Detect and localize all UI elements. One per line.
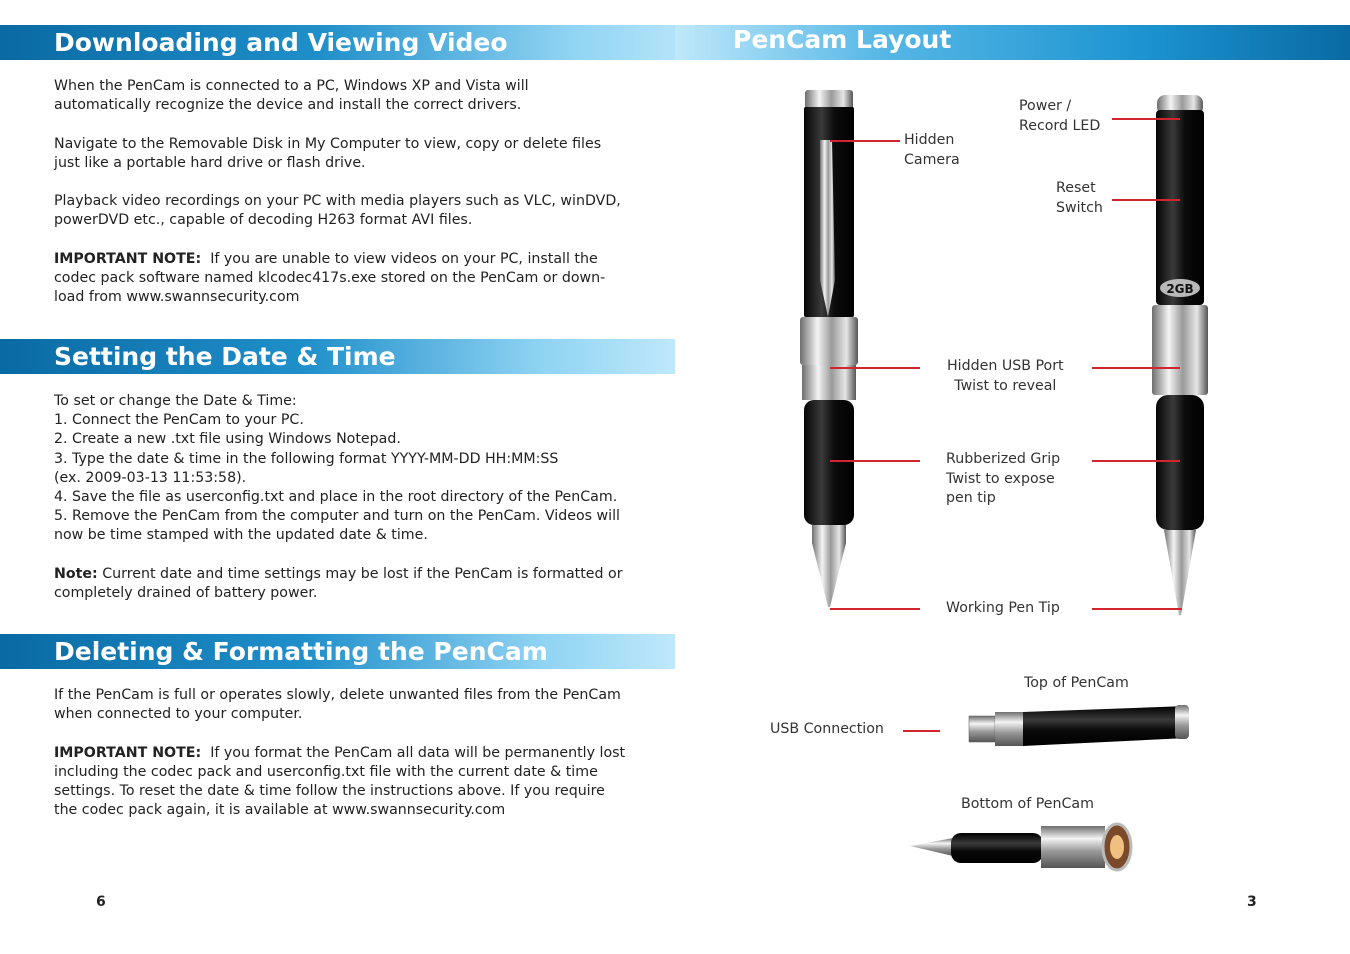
leader-line (1092, 460, 1180, 462)
note-text: If you format the PenCam all data will be permanently lost including the codec pack and userconfig.txt file with the current date & time settings. To reset the date & time follow the instructions above. If you require the codec pack again, it is available at www.swannsecurity.com (54, 744, 626, 819)
deleting-section (54, 686, 629, 820)
leader-line (830, 608, 920, 610)
leader-line (1112, 118, 1180, 120)
download-p2: Navigate to the Removable Disk in My Computer to view, copy or delete files just like a portable hard drive or flash drive. (54, 135, 602, 171)
label-bottom-of-pencam: Bottom of PenCam (961, 796, 1094, 812)
download-p1: When the PenCam is connected to a PC, Windows XP and Vista will automatically recognize the device and install the correct drivers. (54, 78, 529, 114)
page-number-left: 6 (96, 894, 106, 910)
pen-back-image (1140, 90, 1220, 620)
datetime-step2: 2. Create a new .txt file using Windows Notepad. (54, 431, 401, 448)
datetime-step4: 4. Save the file as userconfig.txt and place in the root directory of the PenCam. (54, 489, 618, 506)
leader-line (903, 730, 940, 732)
label-top-of-pencam: Top of PenCam (1024, 675, 1129, 691)
datetime-note (54, 565, 629, 603)
pen-front-image (790, 85, 870, 615)
label-hidden-camera: Hidden Camera (904, 132, 960, 168)
label-pen-tip: Working Pen Tip (946, 600, 1060, 616)
label-usb-port: Hidden USB Port Twist to reveal (947, 358, 1064, 394)
heading-datetime: Setting the Date & Time (0, 339, 675, 374)
note-text: Current date and time settings may be lost if the PenCam is formatted or completely drained of battery power. (54, 565, 623, 602)
pencam-bottom-image (905, 818, 1145, 873)
heading-deleting: Deleting & Formatting the PenCam (0, 634, 675, 669)
leader-line (1092, 367, 1180, 369)
label-usb-connection: USB Connection (770, 721, 884, 737)
label-power-led: Power / Record LED (1019, 98, 1101, 134)
datetime-steps (54, 392, 629, 546)
note-label: IMPORTANT NOTE: (54, 250, 202, 267)
note-label: Note: (54, 565, 98, 582)
leader-line (830, 367, 920, 369)
download-p3: Playback video recordings on your PC with media players such as VLC, winDVD, powerDVD etc., capable of decoding H263 format AVI files. (54, 193, 621, 229)
label-reset-switch: Reset Switch (1056, 180, 1103, 216)
leader-line (1112, 199, 1180, 201)
note-text: If you are unable to view videos on your PC, install the codec pack software named klcodec417s.exe stored on the PenCam or down-load from www.swannsecurity.com (54, 250, 606, 306)
leader-line (830, 460, 920, 462)
download-note (54, 250, 629, 308)
leader-line (1092, 608, 1182, 610)
label-rubberized-grip: Rubberized Grip Twist to expose pen tip (946, 451, 1061, 506)
heading-layout: PenCam Layout (675, 25, 1350, 60)
deleting-note (54, 744, 629, 821)
heading-download: Downloading and Viewing Video (0, 25, 710, 60)
capacity-badge: 2GB (1166, 282, 1194, 296)
datetime-step1: 1. Connect the PenCam to your PC. (54, 412, 304, 429)
pencam-top-image (965, 700, 1195, 752)
datetime-step5: 5. Remove the PenCam from the computer and turn on the PenCam. Videos will now be time stamped with the updated date & time. (54, 508, 620, 544)
deleting-p1: If the PenCam is full or operates slowly, delete unwanted files from the PenCam when connected to your computer. (54, 687, 621, 723)
leader-line (830, 140, 900, 142)
datetime-step3: 3. Type the date & time in the following format YYYY-MM-DD HH:MM:SS (54, 450, 559, 467)
page-number-right: 3 (1247, 894, 1257, 910)
datetime-step3-example: (ex. 2009-03-13 11:53:58). (54, 469, 247, 486)
download-section (54, 77, 629, 307)
datetime-intro: To set or change the Date & Time: (54, 393, 297, 409)
note-label: IMPORTANT NOTE: (54, 744, 202, 761)
datetime-section (54, 392, 629, 603)
